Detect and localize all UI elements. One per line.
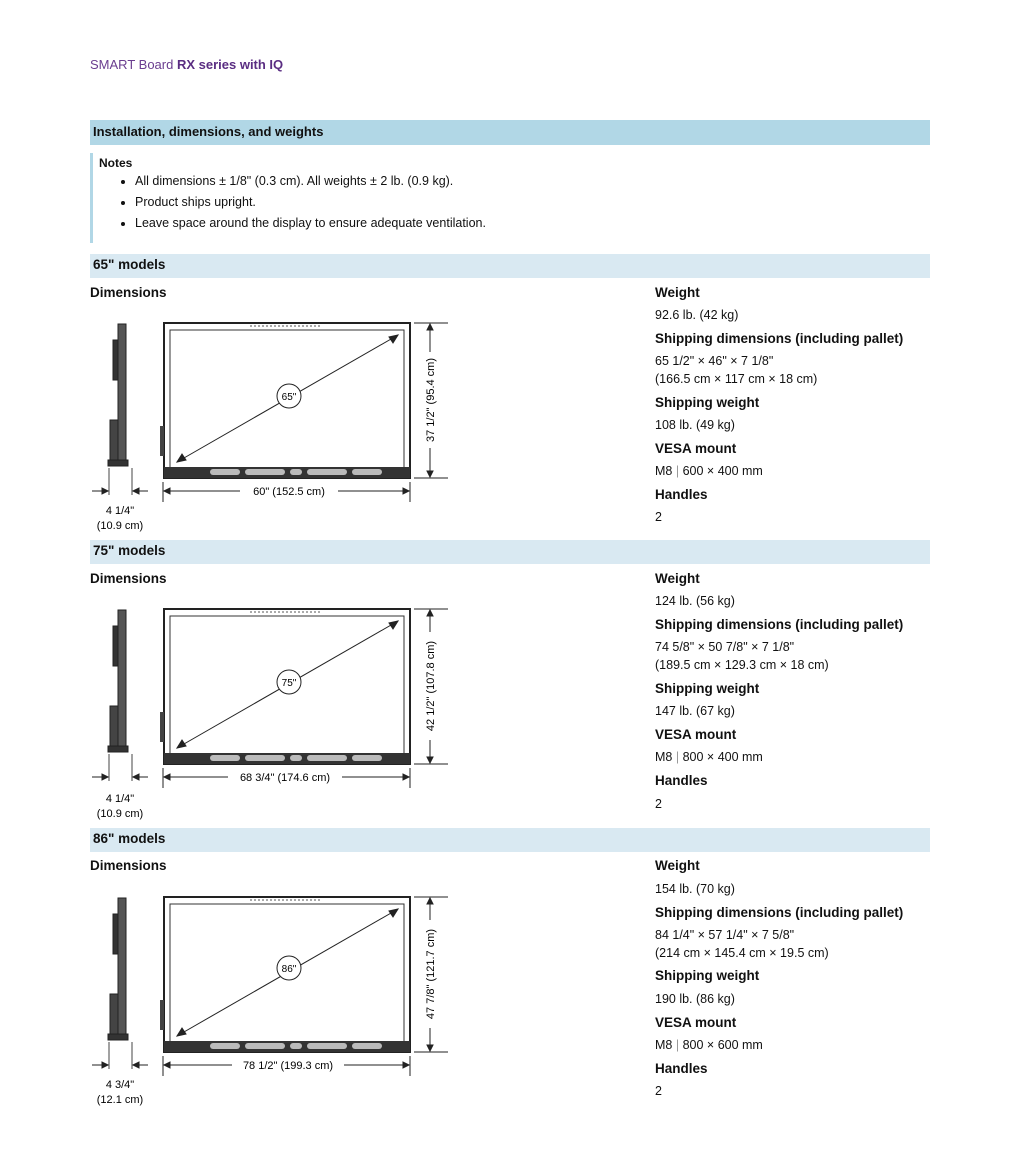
vesa-mount-heading: VESA mount: [655, 1015, 737, 1030]
depth-cm-label: (12.1 cm): [96, 1094, 144, 1106]
shipping-weight-heading: Shipping weight: [655, 968, 760, 983]
side-view: [108, 324, 132, 495]
notes-box: [90, 153, 533, 243]
depth-inch-label: 4 1/4": [105, 793, 135, 805]
weight-heading: Weight: [655, 285, 700, 300]
handles-value: 2: [655, 797, 662, 811]
weight-value: 154 lb. (70 kg): [655, 882, 735, 896]
handles-heading: Handles: [655, 487, 708, 502]
weight-heading: Weight: [655, 858, 700, 873]
width-label: 68 3/4" (174.6 cm): [239, 772, 331, 784]
dimension-drawing-65: [80, 310, 460, 535]
dimension-drawing-86: [80, 884, 460, 1109]
vesa-pattern: 600 × 400 mm: [682, 464, 763, 478]
weight-heading: Weight: [655, 571, 700, 586]
vesa-screw: M8: [655, 464, 673, 478]
height-label: 42 1/2" (107.8 cm): [425, 640, 437, 732]
depth-dimension-arrows: [92, 1062, 148, 1068]
header-title-bold: RX series with IQ: [176, 57, 284, 72]
diagonal-label: 86": [281, 964, 297, 975]
model-title: 75" models: [93, 543, 166, 558]
separator: |: [675, 750, 680, 764]
dimensions-label: Dimensions: [90, 285, 167, 300]
height-label: 47 7/8" (121.7 cm): [425, 928, 437, 1020]
vesa-mount-value: [655, 748, 763, 766]
dimensions-label: Dimensions: [90, 858, 167, 873]
model-title: 86" models: [93, 831, 166, 846]
section-heading-bar: [90, 120, 930, 145]
width-label: 60" (152.5 cm): [253, 486, 325, 498]
separator: |: [675, 464, 680, 478]
vesa-mount-value: [655, 462, 763, 480]
depth-inch-label: 4 3/4": [105, 1079, 135, 1091]
handles-value: 2: [655, 510, 662, 524]
side-view: [108, 610, 132, 781]
model-bar-65: [90, 254, 930, 278]
shipping-dimensions-imperial: 74 5/8" × 50 7/8" × 7 1/8": [655, 640, 795, 654]
notes-list: [115, 171, 486, 234]
shipping-dimensions-value: [655, 638, 829, 674]
notes-title: Notes: [99, 156, 133, 170]
separator: |: [675, 1038, 680, 1052]
model-bar-75: [90, 540, 930, 564]
shipping-dimensions-imperial: 84 1/4" × 57 1/4" × 7 5/8": [655, 928, 795, 942]
model-title: 65" models: [93, 257, 166, 272]
header-title-regular: SMART Board: [90, 57, 177, 72]
depth-dimension-arrows: [92, 774, 148, 780]
width-label: 78 1/2" (199.3 cm): [242, 1060, 334, 1072]
diagonal-label: 75": [281, 678, 297, 689]
shipping-weight-value: 190 lb. (86 kg): [655, 992, 735, 1006]
vesa-pattern: 800 × 400 mm: [682, 750, 763, 764]
shipping-dimensions-heading: Shipping dimensions (including pallet): [655, 905, 904, 920]
vesa-pattern: 800 × 600 mm: [682, 1038, 763, 1052]
shipping-weight-heading: Shipping weight: [655, 395, 760, 410]
shipping-weight-heading: Shipping weight: [655, 681, 760, 696]
weight-value: 124 lb. (56 kg): [655, 594, 735, 608]
handles-value: 2: [655, 1084, 662, 1098]
depth-inch-label: 4 1/4": [105, 505, 135, 517]
vesa-screw: M8: [655, 1038, 673, 1052]
depth-cm-label: (10.9 cm): [96, 520, 144, 532]
shipping-dimensions-heading: Shipping dimensions (including pallet): [655, 617, 904, 632]
document-header: [90, 57, 283, 72]
dimensions-label: Dimensions: [90, 571, 167, 586]
depth-cm-label: (10.9 cm): [96, 808, 144, 820]
vesa-mount-heading: VESA mount: [655, 727, 737, 742]
note-item: • Product ships upright.: [135, 192, 486, 213]
shipping-dimensions-metric: (166.5 cm × 117 cm × 18 cm): [655, 372, 818, 386]
model-bar-86: [90, 828, 930, 852]
depth-dimension-arrows: [92, 488, 148, 494]
vesa-mount-value: [655, 1036, 763, 1054]
side-view: [108, 898, 132, 1069]
height-label: 37 1/2" (95.4 cm): [425, 358, 437, 442]
shipping-dimensions-metric: (189.5 cm × 129.3 cm × 18 cm): [655, 658, 829, 672]
vesa-screw: M8: [655, 750, 673, 764]
shipping-dimensions-heading: Shipping dimensions (including pallet): [655, 331, 904, 346]
shipping-weight-value: 147 lb. (67 kg): [655, 704, 735, 718]
shipping-dimensions-metric: (214 cm × 145.4 cm × 19.5 cm): [655, 946, 829, 960]
shipping-dimensions-value: [655, 926, 829, 962]
handles-heading: Handles: [655, 1061, 708, 1076]
diagonal-label: 65": [281, 392, 297, 403]
shipping-dimensions-value: [655, 352, 817, 388]
vesa-mount-heading: VESA mount: [655, 441, 737, 456]
weight-value: 92.6 lb. (42 kg): [655, 308, 739, 322]
dimension-drawing-75: [80, 596, 460, 821]
shipping-weight-value: 108 lb. (49 kg): [655, 418, 735, 432]
handles-heading: Handles: [655, 773, 708, 788]
section-title: Installation, dimensions, and weights: [93, 124, 324, 139]
note-item: • Leave space around the display to ensure adequate ventilation.: [135, 213, 486, 234]
note-item: • All dimensions ± 1/8" (0.3 cm). All weights ± 2 lb. (0.9 kg).: [135, 171, 486, 192]
shipping-dimensions-imperial: 65 1/2" × 46" × 7 1/8": [655, 354, 774, 368]
